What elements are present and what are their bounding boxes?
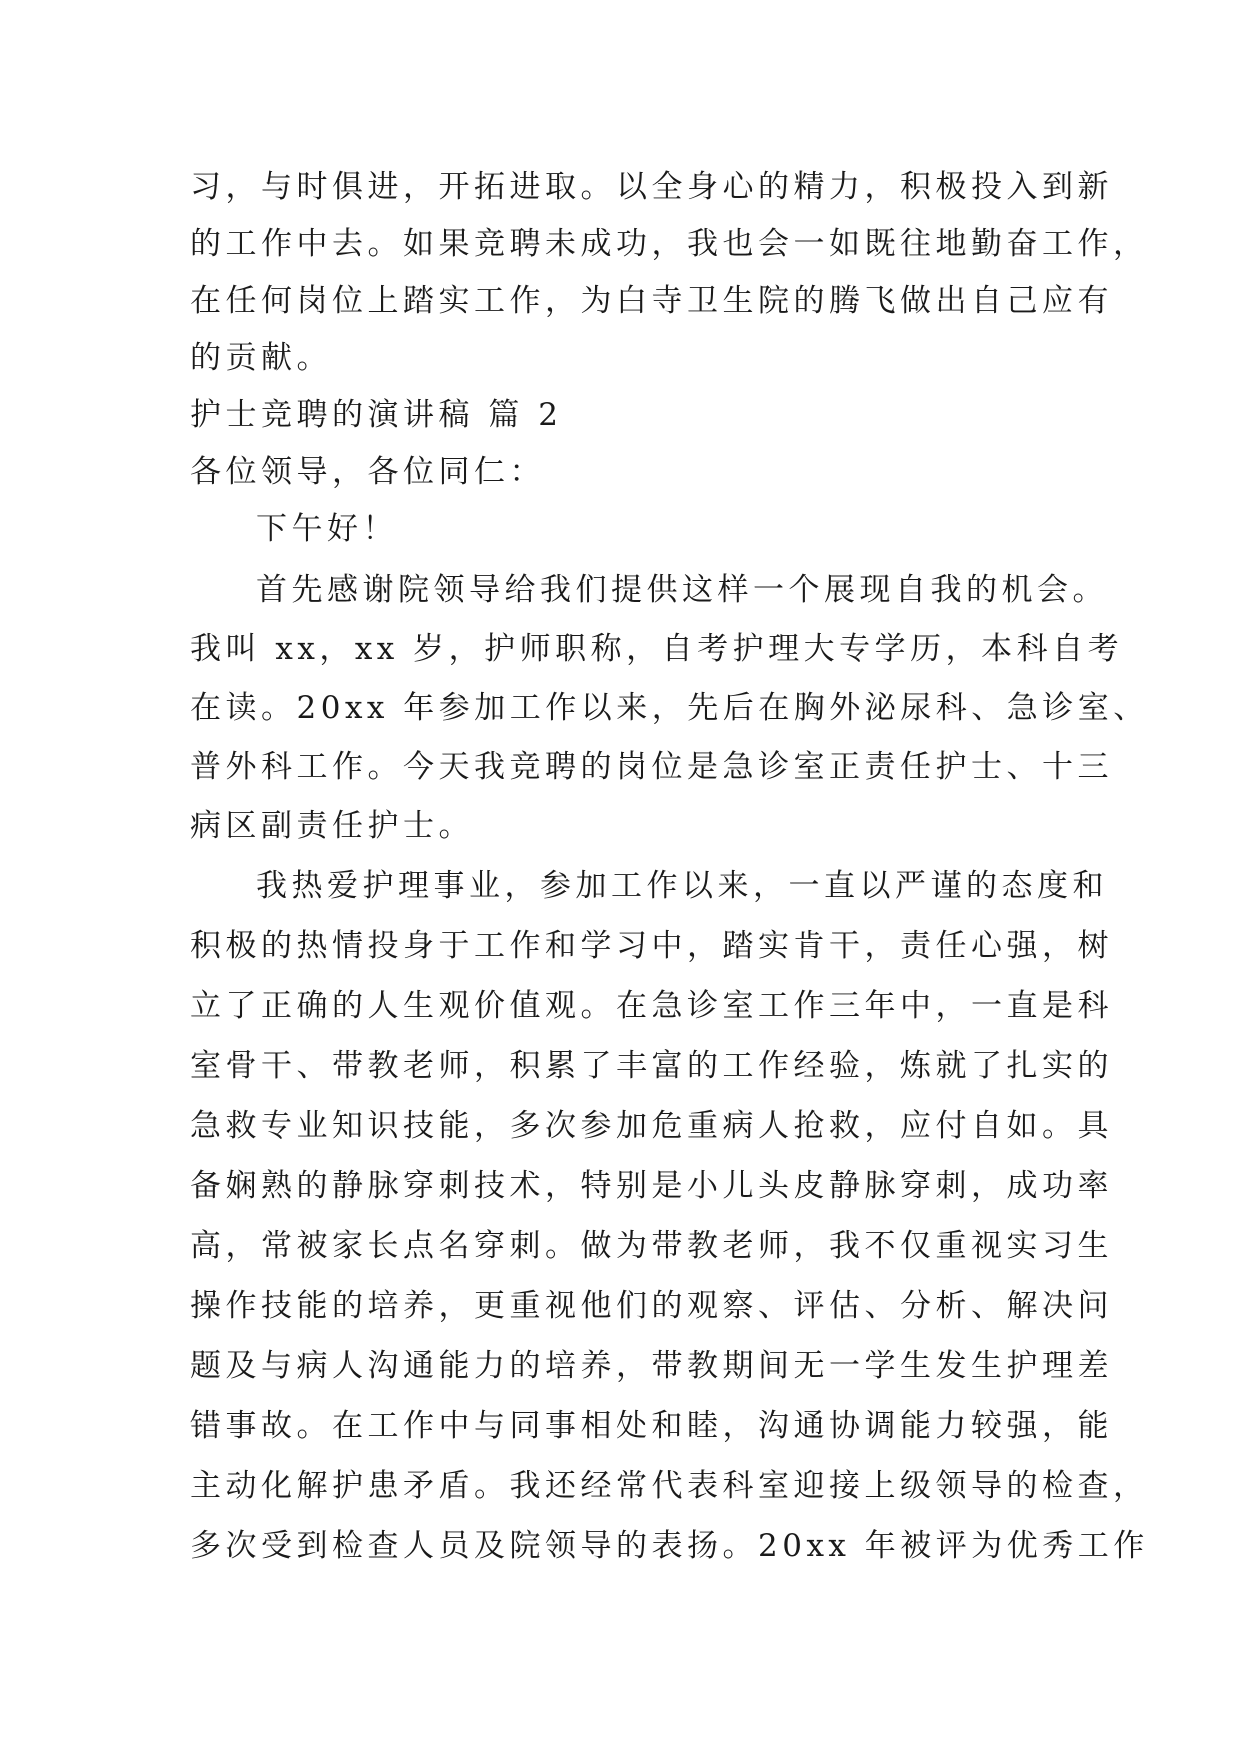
greeting: 下午好！ — [256, 511, 398, 547]
paragraph-line: 普外科工作。今天我竞聘的岗位是急诊室正责任护士、十三 — [190, 749, 1113, 785]
paragraph-line: 高，常被家长点名穿刺。做为带教老师，我不仅重视实习生 — [190, 1228, 1113, 1264]
paragraph-line: 习，与时俱进，开拓进取。以全身心的精力，积极投入到新 — [190, 169, 1113, 205]
paragraph-line: 在读。20xx 年参加工作以来，先后在胸外泌尿科、急诊室、 — [190, 690, 1149, 726]
paragraph-line: 积极的热情投身于工作和学习中，踏实肯干，责任心强，树 — [190, 928, 1113, 964]
paragraph-line: 我叫 xx，xx 岁，护师职称，自考护理大专学历，本科自考 — [190, 631, 1124, 667]
paragraph-line: 错事故。在工作中与同事相处和睦，沟通协调能力较强，能 — [190, 1408, 1113, 1444]
paragraph-line: 急救专业知识技能，多次参加危重病人抢救，应付自如。具 — [190, 1108, 1113, 1144]
paragraph-line: 备娴熟的静脉穿刺技术，特别是小儿头皮静脉穿刺，成功率 — [190, 1168, 1113, 1204]
paragraph-line: 立了正确的人生观价值观。在急诊室工作三年中，一直是科 — [190, 988, 1113, 1024]
paragraph-line: 的贡献。 — [190, 340, 332, 376]
paragraph-line: 多次受到检查人员及院领导的表扬。20xx 年被评为优秀工作 — [190, 1528, 1149, 1564]
salutation: 各位领导，各位同仁： — [190, 454, 545, 490]
section-heading: 护士竞聘的演讲稿 篇 2 — [190, 397, 563, 433]
paragraph-line: 病区副责任护士。 — [190, 808, 474, 844]
paragraph-line: 在任何岗位上踏实工作，为白寺卫生院的腾飞做出自己应有 — [190, 283, 1113, 319]
paragraph-line: 题及与病人沟通能力的培养，带教期间无一学生发生护理差 — [190, 1348, 1113, 1384]
paragraph-line: 首先感谢院领导给我们提供这样一个展现自我的机会。 — [256, 572, 1108, 608]
paragraph-line: 操作技能的培养，更重视他们的观察、评估、分析、解决问 — [190, 1288, 1113, 1324]
paragraph-line: 的工作中去。如果竞聘未成功，我也会一如既往地勤奋工作， — [190, 226, 1149, 262]
paragraph-line: 室骨干、带教老师，积累了丰富的工作经验，炼就了扎实的 — [190, 1048, 1113, 1084]
paragraph-line: 我热爱护理事业，参加工作以来，一直以严谨的态度和 — [256, 868, 1108, 904]
paragraph-line: 主动化解护患矛盾。我还经常代表科室迎接上级领导的检查， — [190, 1468, 1149, 1504]
